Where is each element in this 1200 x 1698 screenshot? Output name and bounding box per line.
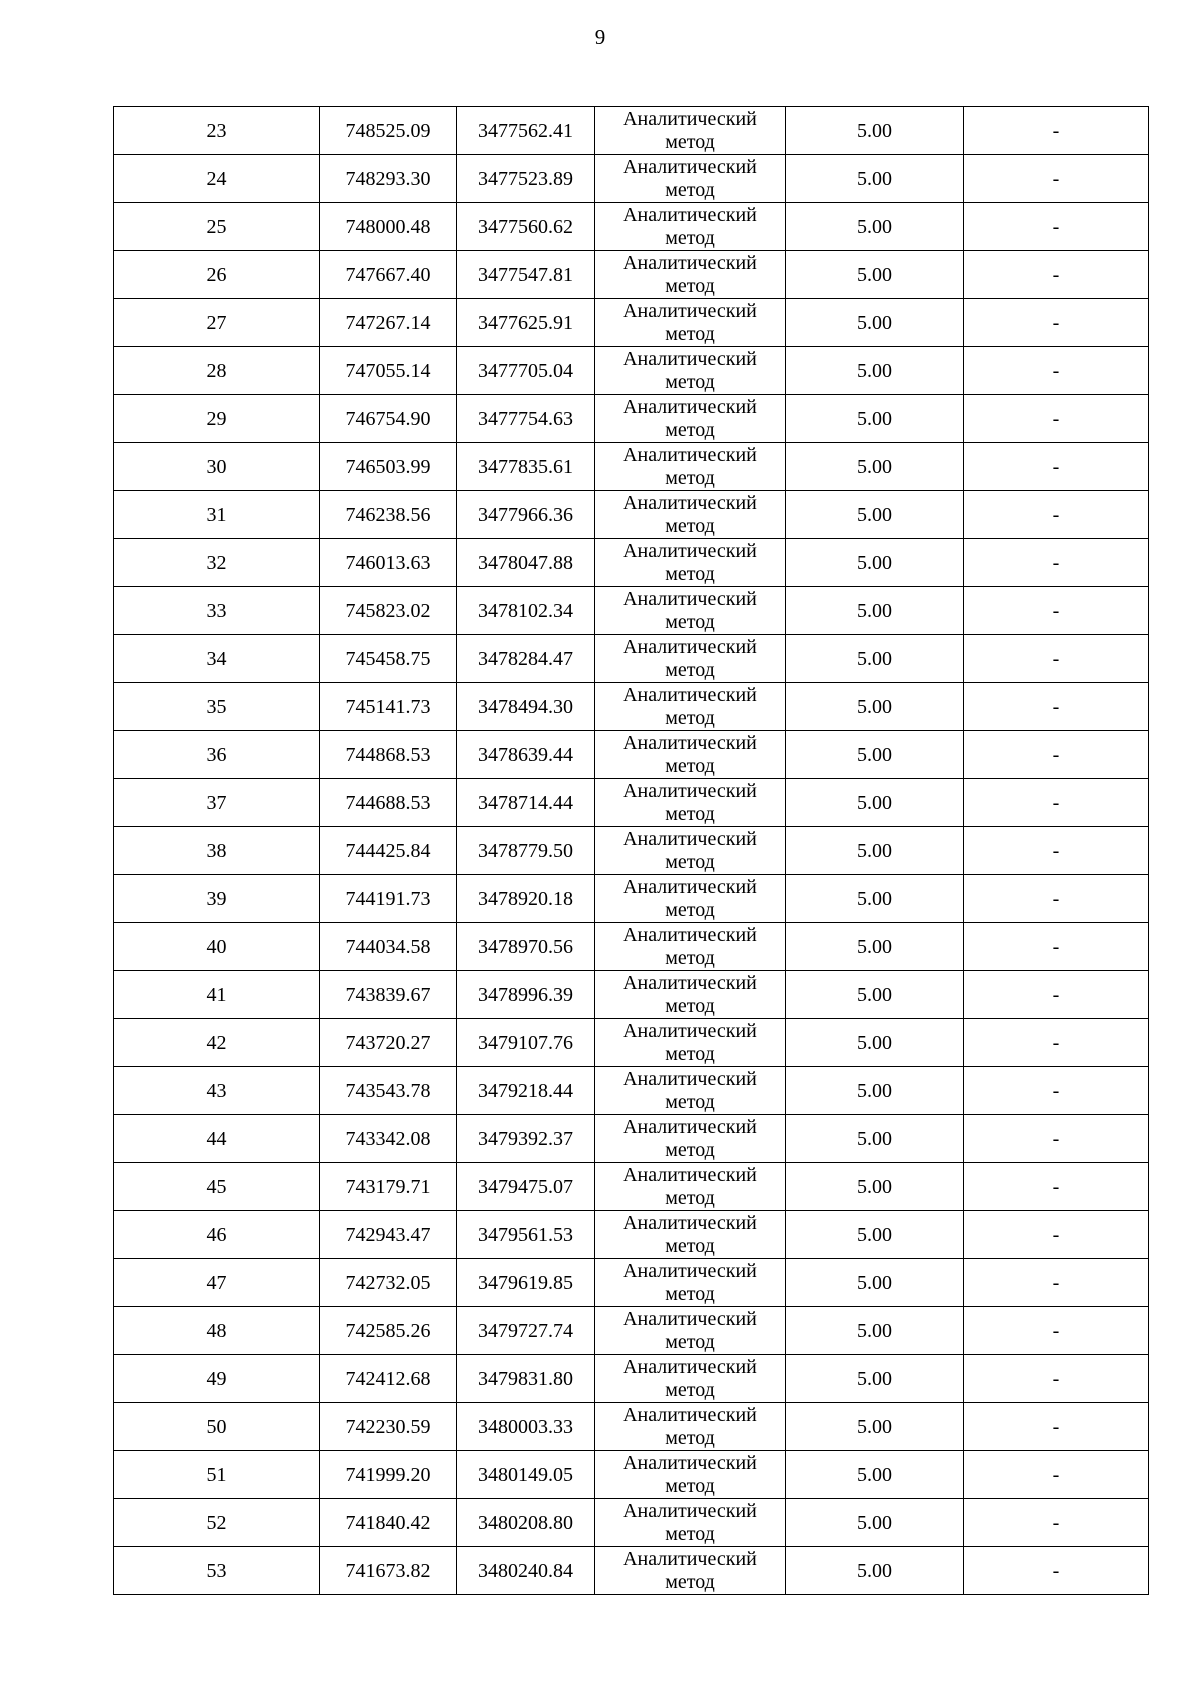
note-cell: - — [964, 1211, 1149, 1259]
note-cell: - — [964, 1499, 1149, 1547]
x-coordinate-cell: 747055.14 — [320, 347, 457, 395]
point-number-cell: 37 — [114, 779, 320, 827]
method-line-1: Аналитический — [623, 731, 757, 754]
method-cell — [595, 155, 786, 203]
accuracy-cell: 5.00 — [786, 1259, 964, 1307]
method-line-1: Аналитический — [623, 107, 757, 130]
note-cell: - — [964, 107, 1149, 155]
method-line-2: метод — [665, 1426, 715, 1449]
y-coordinate-cell: 3478102.34 — [457, 587, 595, 635]
note-cell: - — [964, 827, 1149, 875]
method-cell — [595, 1115, 786, 1163]
accuracy-cell: 5.00 — [786, 443, 964, 491]
table-row — [114, 923, 1149, 971]
point-number-cell: 31 — [114, 491, 320, 539]
table-row — [114, 1403, 1149, 1451]
table-row — [114, 875, 1149, 923]
x-coordinate-cell: 743839.67 — [320, 971, 457, 1019]
method-line-2: метод — [665, 466, 715, 489]
note-cell: - — [964, 1163, 1149, 1211]
method-cell — [595, 1547, 786, 1595]
note-cell: - — [964, 203, 1149, 251]
method-line-2: метод — [665, 1042, 715, 1065]
method-line-1: Аналитический — [623, 1019, 757, 1042]
method-line-1: Аналитический — [623, 347, 757, 370]
table-row — [114, 299, 1149, 347]
note-cell: - — [964, 1547, 1149, 1595]
table-row — [114, 1547, 1149, 1595]
point-number-cell: 45 — [114, 1163, 320, 1211]
note-cell: - — [964, 539, 1149, 587]
point-number-cell: 47 — [114, 1259, 320, 1307]
method-line-2: метод — [665, 1474, 715, 1497]
table-row — [114, 1115, 1149, 1163]
table-row — [114, 731, 1149, 779]
x-coordinate-cell: 745823.02 — [320, 587, 457, 635]
y-coordinate-cell: 3479561.53 — [457, 1211, 595, 1259]
method-line-1: Аналитический — [623, 875, 757, 898]
method-line-1: Аналитический — [623, 779, 757, 802]
table-row — [114, 1067, 1149, 1115]
x-coordinate-cell: 744425.84 — [320, 827, 457, 875]
method-cell — [595, 491, 786, 539]
method-line-2: метод — [665, 1330, 715, 1353]
accuracy-cell: 5.00 — [786, 491, 964, 539]
x-coordinate-cell: 744034.58 — [320, 923, 457, 971]
point-number-cell: 35 — [114, 683, 320, 731]
method-line-2: метод — [665, 610, 715, 633]
note-cell: - — [964, 971, 1149, 1019]
coordinates-table — [113, 106, 1149, 1595]
method-line-2: метод — [665, 658, 715, 681]
point-number-cell: 50 — [114, 1403, 320, 1451]
method-line-2: метод — [665, 178, 715, 201]
note-cell: - — [964, 251, 1149, 299]
method-line-1: Аналитический — [623, 1259, 757, 1282]
accuracy-cell: 5.00 — [786, 251, 964, 299]
x-coordinate-cell: 742943.47 — [320, 1211, 457, 1259]
x-coordinate-cell: 746013.63 — [320, 539, 457, 587]
method-line-1: Аналитический — [623, 299, 757, 322]
table-row — [114, 395, 1149, 443]
accuracy-cell: 5.00 — [786, 1451, 964, 1499]
accuracy-cell: 5.00 — [786, 1499, 964, 1547]
point-number-cell: 53 — [114, 1547, 320, 1595]
table-row — [114, 683, 1149, 731]
method-line-2: метод — [665, 802, 715, 825]
method-cell — [595, 107, 786, 155]
y-coordinate-cell: 3478970.56 — [457, 923, 595, 971]
method-cell — [595, 827, 786, 875]
method-cell — [595, 875, 786, 923]
table-row — [114, 491, 1149, 539]
method-line-1: Аналитический — [623, 971, 757, 994]
method-line-1: Аналитический — [623, 539, 757, 562]
method-cell — [595, 1211, 786, 1259]
accuracy-cell: 5.00 — [786, 827, 964, 875]
method-cell — [595, 779, 786, 827]
x-coordinate-cell: 744688.53 — [320, 779, 457, 827]
note-cell: - — [964, 395, 1149, 443]
method-cell — [595, 1067, 786, 1115]
method-cell — [595, 635, 786, 683]
x-coordinate-cell: 746238.56 — [320, 491, 457, 539]
table-row — [114, 203, 1149, 251]
note-cell: - — [964, 923, 1149, 971]
note-cell: - — [964, 1451, 1149, 1499]
accuracy-cell: 5.00 — [786, 635, 964, 683]
x-coordinate-cell: 742732.05 — [320, 1259, 457, 1307]
method-line-2: метод — [665, 706, 715, 729]
accuracy-cell: 5.00 — [786, 1115, 964, 1163]
y-coordinate-cell: 3477835.61 — [457, 443, 595, 491]
accuracy-cell: 5.00 — [786, 155, 964, 203]
y-coordinate-cell: 3478779.50 — [457, 827, 595, 875]
method-cell — [595, 443, 786, 491]
method-line-2: метод — [665, 1282, 715, 1305]
y-coordinate-cell: 3480149.05 — [457, 1451, 595, 1499]
method-line-1: Аналитический — [623, 1451, 757, 1474]
method-line-1: Аналитический — [623, 923, 757, 946]
note-cell: - — [964, 1115, 1149, 1163]
y-coordinate-cell: 3477560.62 — [457, 203, 595, 251]
y-coordinate-cell: 3480003.33 — [457, 1403, 595, 1451]
method-line-1: Аналитический — [623, 587, 757, 610]
point-number-cell: 38 — [114, 827, 320, 875]
method-line-1: Аналитический — [623, 203, 757, 226]
x-coordinate-cell: 748293.30 — [320, 155, 457, 203]
method-cell — [595, 1019, 786, 1067]
accuracy-cell: 5.00 — [786, 587, 964, 635]
method-line-2: метод — [665, 274, 715, 297]
y-coordinate-cell: 3479619.85 — [457, 1259, 595, 1307]
method-line-1: Аналитический — [623, 1307, 757, 1330]
y-coordinate-cell: 3477562.41 — [457, 107, 595, 155]
note-cell: - — [964, 155, 1149, 203]
note-cell: - — [964, 1355, 1149, 1403]
table-row — [114, 443, 1149, 491]
note-cell: - — [964, 1019, 1149, 1067]
method-cell — [595, 1499, 786, 1547]
method-line-2: метод — [665, 130, 715, 153]
point-number-cell: 27 — [114, 299, 320, 347]
method-line-1: Аналитический — [623, 683, 757, 706]
method-line-1: Аналитический — [623, 1355, 757, 1378]
table-row — [114, 587, 1149, 635]
table-body — [114, 107, 1149, 1595]
point-number-cell: 52 — [114, 1499, 320, 1547]
method-line-2: метод — [665, 562, 715, 585]
point-number-cell: 30 — [114, 443, 320, 491]
method-cell — [595, 1307, 786, 1355]
x-coordinate-cell: 745141.73 — [320, 683, 457, 731]
note-cell: - — [964, 347, 1149, 395]
accuracy-cell: 5.00 — [786, 1307, 964, 1355]
table-row — [114, 539, 1149, 587]
method-cell — [595, 731, 786, 779]
x-coordinate-cell: 743720.27 — [320, 1019, 457, 1067]
accuracy-cell: 5.00 — [786, 923, 964, 971]
y-coordinate-cell: 3479218.44 — [457, 1067, 595, 1115]
x-coordinate-cell: 747267.14 — [320, 299, 457, 347]
method-cell — [595, 683, 786, 731]
accuracy-cell: 5.00 — [786, 347, 964, 395]
note-cell: - — [964, 443, 1149, 491]
method-cell — [595, 1163, 786, 1211]
x-coordinate-cell: 743179.71 — [320, 1163, 457, 1211]
method-line-2: метод — [665, 226, 715, 249]
table-row — [114, 251, 1149, 299]
method-line-1: Аналитический — [623, 443, 757, 466]
note-cell: - — [964, 1259, 1149, 1307]
table-row — [114, 971, 1149, 1019]
table-row — [114, 1499, 1149, 1547]
point-number-cell: 48 — [114, 1307, 320, 1355]
point-number-cell: 29 — [114, 395, 320, 443]
accuracy-cell: 5.00 — [786, 539, 964, 587]
table-row — [114, 827, 1149, 875]
page-number: 9 — [594, 25, 606, 49]
y-coordinate-cell: 3479831.80 — [457, 1355, 595, 1403]
method-line-2: метод — [665, 322, 715, 345]
method-line-2: метод — [665, 994, 715, 1017]
y-coordinate-cell: 3478047.88 — [457, 539, 595, 587]
accuracy-cell: 5.00 — [786, 779, 964, 827]
x-coordinate-cell: 744191.73 — [320, 875, 457, 923]
point-number-cell: 41 — [114, 971, 320, 1019]
note-cell: - — [964, 635, 1149, 683]
point-number-cell: 25 — [114, 203, 320, 251]
method-cell — [595, 1451, 786, 1499]
x-coordinate-cell: 747667.40 — [320, 251, 457, 299]
method-line-1: Аналитический — [623, 491, 757, 514]
point-number-cell: 43 — [114, 1067, 320, 1115]
method-line-1: Аналитический — [623, 155, 757, 178]
method-cell — [595, 587, 786, 635]
point-number-cell: 23 — [114, 107, 320, 155]
method-line-1: Аналитический — [623, 1115, 757, 1138]
method-line-2: метод — [665, 1090, 715, 1113]
point-number-cell: 44 — [114, 1115, 320, 1163]
accuracy-cell: 5.00 — [786, 203, 964, 251]
accuracy-cell: 5.00 — [786, 1355, 964, 1403]
accuracy-cell: 5.00 — [786, 1403, 964, 1451]
table-row — [114, 155, 1149, 203]
x-coordinate-cell: 741673.82 — [320, 1547, 457, 1595]
y-coordinate-cell: 3478920.18 — [457, 875, 595, 923]
x-coordinate-cell: 743543.78 — [320, 1067, 457, 1115]
method-cell — [595, 1403, 786, 1451]
point-number-cell: 33 — [114, 587, 320, 635]
note-cell: - — [964, 779, 1149, 827]
y-coordinate-cell: 3478639.44 — [457, 731, 595, 779]
y-coordinate-cell: 3480240.84 — [457, 1547, 595, 1595]
note-cell: - — [964, 1067, 1149, 1115]
method-line-2: метод — [665, 898, 715, 921]
x-coordinate-cell: 746503.99 — [320, 443, 457, 491]
accuracy-cell: 5.00 — [786, 395, 964, 443]
accuracy-cell: 5.00 — [786, 683, 964, 731]
table-row — [114, 1019, 1149, 1067]
accuracy-cell: 5.00 — [786, 1211, 964, 1259]
method-line-1: Аналитический — [623, 1547, 757, 1570]
method-line-1: Аналитический — [623, 1067, 757, 1090]
point-number-cell: 40 — [114, 923, 320, 971]
point-number-cell: 26 — [114, 251, 320, 299]
method-cell — [595, 299, 786, 347]
method-line-2: метод — [665, 1234, 715, 1257]
note-cell: - — [964, 587, 1149, 635]
y-coordinate-cell: 3478996.39 — [457, 971, 595, 1019]
method-cell — [595, 395, 786, 443]
note-cell: - — [964, 731, 1149, 779]
method-cell — [595, 1355, 786, 1403]
x-coordinate-cell: 742585.26 — [320, 1307, 457, 1355]
method-cell — [595, 1259, 786, 1307]
table-row — [114, 1355, 1149, 1403]
accuracy-cell: 5.00 — [786, 1067, 964, 1115]
method-cell — [595, 539, 786, 587]
table-row — [114, 1451, 1149, 1499]
accuracy-cell: 5.00 — [786, 299, 964, 347]
accuracy-cell: 5.00 — [786, 731, 964, 779]
accuracy-cell: 5.00 — [786, 971, 964, 1019]
x-coordinate-cell: 743342.08 — [320, 1115, 457, 1163]
note-cell: - — [964, 299, 1149, 347]
table-row — [114, 1307, 1149, 1355]
method-cell — [595, 347, 786, 395]
method-line-2: метод — [665, 1522, 715, 1545]
y-coordinate-cell: 3477705.04 — [457, 347, 595, 395]
point-number-cell: 28 — [114, 347, 320, 395]
accuracy-cell: 5.00 — [786, 107, 964, 155]
method-line-1: Аналитический — [623, 1211, 757, 1234]
method-line-2: метод — [665, 1570, 715, 1593]
note-cell: - — [964, 683, 1149, 731]
table-row — [114, 779, 1149, 827]
x-coordinate-cell: 741840.42 — [320, 1499, 457, 1547]
table-row — [114, 347, 1149, 395]
accuracy-cell: 5.00 — [786, 875, 964, 923]
point-number-cell: 51 — [114, 1451, 320, 1499]
x-coordinate-cell: 744868.53 — [320, 731, 457, 779]
method-line-1: Аналитический — [623, 1403, 757, 1426]
point-number-cell: 32 — [114, 539, 320, 587]
accuracy-cell: 5.00 — [786, 1019, 964, 1067]
x-coordinate-cell: 741999.20 — [320, 1451, 457, 1499]
point-number-cell: 36 — [114, 731, 320, 779]
method-cell — [595, 923, 786, 971]
method-line-2: метод — [665, 1378, 715, 1401]
method-line-2: метод — [665, 850, 715, 873]
method-line-2: метод — [665, 1186, 715, 1209]
accuracy-cell: 5.00 — [786, 1163, 964, 1211]
x-coordinate-cell: 742412.68 — [320, 1355, 457, 1403]
method-line-1: Аналитический — [623, 251, 757, 274]
y-coordinate-cell: 3477754.63 — [457, 395, 595, 443]
y-coordinate-cell: 3478284.47 — [457, 635, 595, 683]
note-cell: - — [964, 875, 1149, 923]
method-line-2: метод — [665, 754, 715, 777]
method-cell — [595, 203, 786, 251]
y-coordinate-cell: 3479727.74 — [457, 1307, 595, 1355]
x-coordinate-cell: 745458.75 — [320, 635, 457, 683]
accuracy-cell: 5.00 — [786, 1547, 964, 1595]
x-coordinate-cell: 742230.59 — [320, 1403, 457, 1451]
method-line-2: метод — [665, 514, 715, 537]
point-number-cell: 42 — [114, 1019, 320, 1067]
point-number-cell: 34 — [114, 635, 320, 683]
method-line-2: метод — [665, 370, 715, 393]
y-coordinate-cell: 3477966.36 — [457, 491, 595, 539]
method-line-1: Аналитический — [623, 1499, 757, 1522]
table-row — [114, 1211, 1149, 1259]
y-coordinate-cell: 3479392.37 — [457, 1115, 595, 1163]
method-line-2: метод — [665, 1138, 715, 1161]
point-number-cell: 39 — [114, 875, 320, 923]
point-number-cell: 46 — [114, 1211, 320, 1259]
method-line-2: метод — [665, 946, 715, 969]
method-line-2: метод — [665, 418, 715, 441]
x-coordinate-cell: 746754.90 — [320, 395, 457, 443]
note-cell: - — [964, 1307, 1149, 1355]
y-coordinate-cell: 3479107.76 — [457, 1019, 595, 1067]
table-row — [114, 1259, 1149, 1307]
table-row — [114, 635, 1149, 683]
y-coordinate-cell: 3479475.07 — [457, 1163, 595, 1211]
method-line-1: Аналитический — [623, 395, 757, 418]
method-cell — [595, 971, 786, 1019]
table-row — [114, 1163, 1149, 1211]
note-cell: - — [964, 491, 1149, 539]
y-coordinate-cell: 3477547.81 — [457, 251, 595, 299]
x-coordinate-cell: 748525.09 — [320, 107, 457, 155]
method-cell — [595, 251, 786, 299]
y-coordinate-cell: 3478494.30 — [457, 683, 595, 731]
y-coordinate-cell: 3477523.89 — [457, 155, 595, 203]
y-coordinate-cell: 3478714.44 — [457, 779, 595, 827]
method-line-1: Аналитический — [623, 635, 757, 658]
note-cell: - — [964, 1403, 1149, 1451]
table-row — [114, 107, 1149, 155]
y-coordinate-cell: 3477625.91 — [457, 299, 595, 347]
point-number-cell: 24 — [114, 155, 320, 203]
method-line-1: Аналитический — [623, 1163, 757, 1186]
point-number-cell: 49 — [114, 1355, 320, 1403]
y-coordinate-cell: 3480208.80 — [457, 1499, 595, 1547]
method-line-1: Аналитический — [623, 827, 757, 850]
x-coordinate-cell: 748000.48 — [320, 203, 457, 251]
